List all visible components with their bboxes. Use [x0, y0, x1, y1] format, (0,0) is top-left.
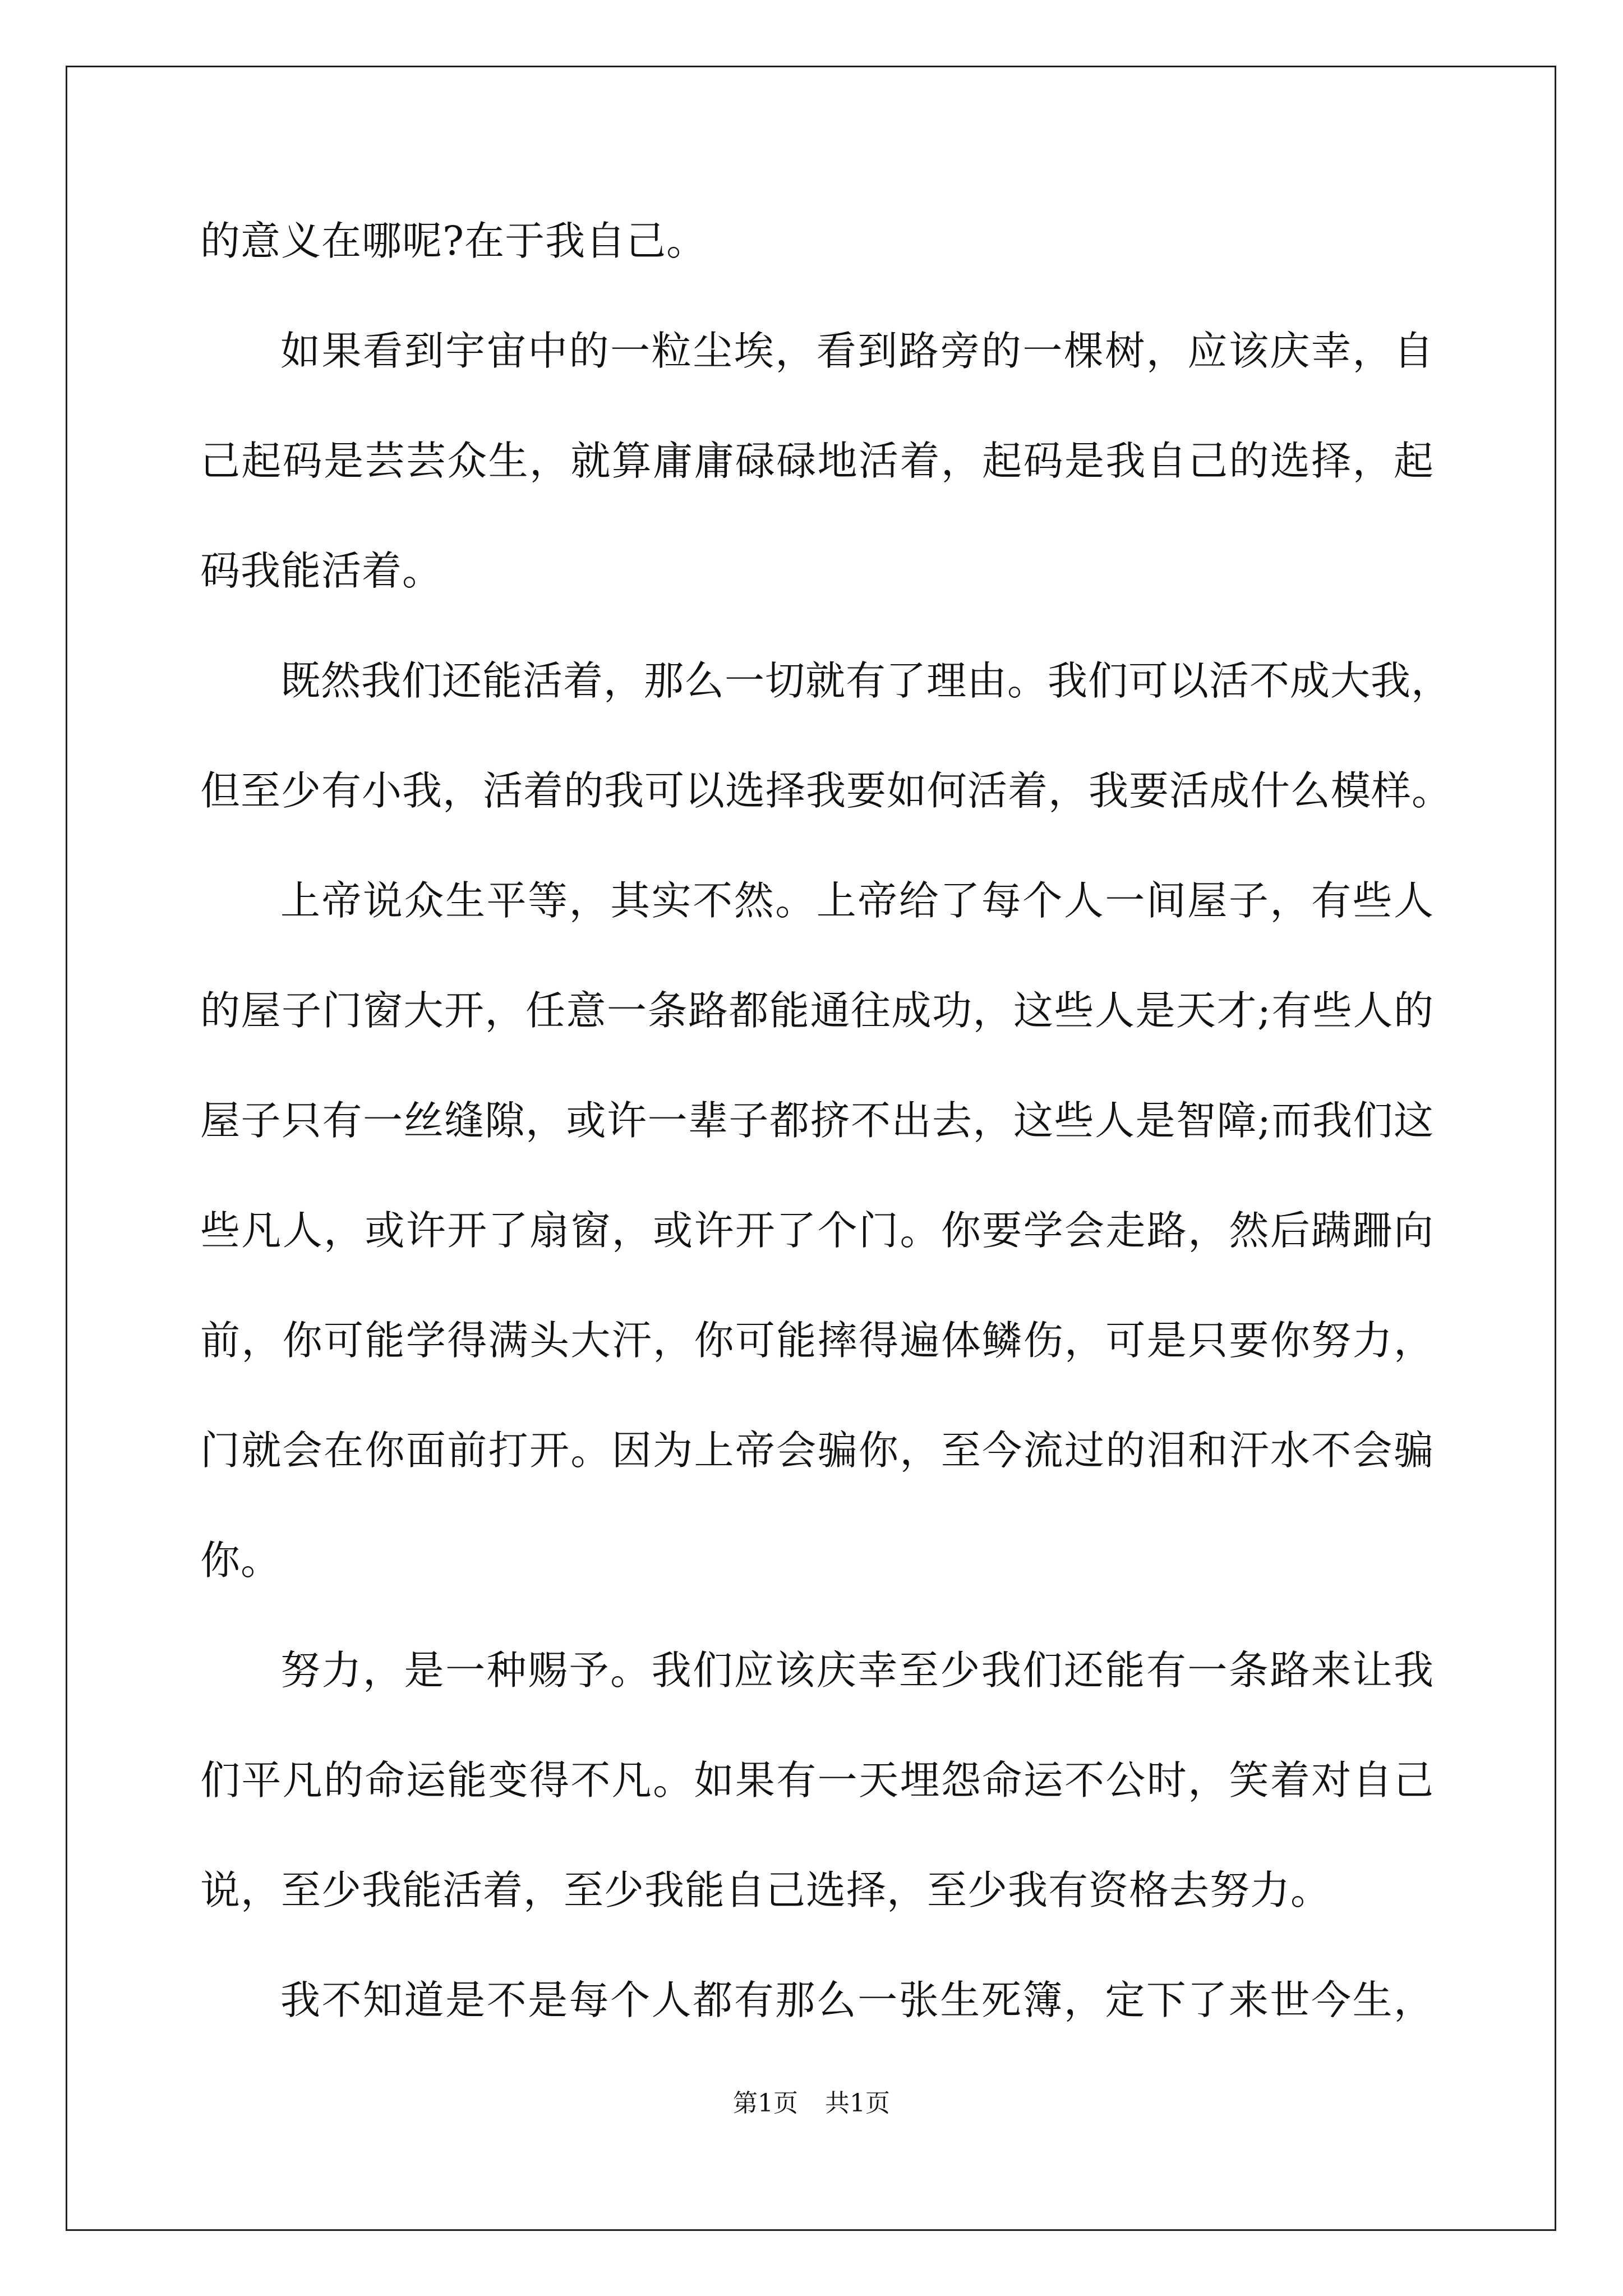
text-line: 们平凡的命运能变得不凡。如果有一天埋怨命运不公时，笑着对自己 [200, 1757, 1434, 1803]
text-line: 你。 [200, 1537, 282, 1584]
text-line: 屋子只有一丝缝隙，或许一辈子都挤不出去，这些人是智障;而我们这 [200, 1097, 1434, 1144]
text-line: 己起码是芸芸众生，就算庸庸碌碌地活着，起码是我自己的选择，起 [200, 438, 1434, 484]
page-number-current: 第1页 [733, 2089, 798, 2118]
page-footer [0, 2087, 1623, 2120]
text-line: 的意义在哪呢?在于我自己。 [200, 218, 707, 264]
paragraph-first-line: 我不知道是不是每个人都有那么一张生死簿，定下了来世今生， [280, 1977, 1434, 2023]
text-line: 前，你可能学得满头大汗，你可能摔得遍体鳞伤，可是只要你努力， [200, 1317, 1434, 1364]
text-line: 门就会在你面前打开。因为上帝会骗你，至今流过的泪和汗水不会骗 [200, 1427, 1434, 1474]
paragraph-first-line: 上帝说众生平等，其实不然。上帝给了每个人一间屋子，有些人 [280, 877, 1434, 924]
page-number-total: 共1页 [825, 2089, 890, 2118]
paragraph-first-line: 既然我们还能活着，那么一切就有了理由。我们可以活不成大我， [280, 657, 1452, 704]
text-line: 说，至少我能活着，至少我能自己选择，至少我有资格去努力。 [200, 1867, 1331, 1913]
text-line: 的屋子门窗大开，任意一条路都能通往成功，这些人是天才;有些人的 [200, 987, 1434, 1034]
text-line: 码我能活着。 [200, 547, 443, 594]
text-line: 但至少有小我，活着的我可以选择我要如何活着，我要活成什么模样。 [200, 767, 1453, 814]
paragraph-first-line: 努力，是一种赐予。我们应该庆幸至少我们还能有一条路来让我 [280, 1647, 1434, 1694]
text-line: 些凡人，或许开了扇窗，或许开了个门。你要学会走路，然后蹒跚向 [200, 1207, 1434, 1254]
paragraph-first-line: 如果看到宇宙中的一粒尘埃，看到路旁的一棵树，应该庆幸，自 [280, 328, 1434, 374]
